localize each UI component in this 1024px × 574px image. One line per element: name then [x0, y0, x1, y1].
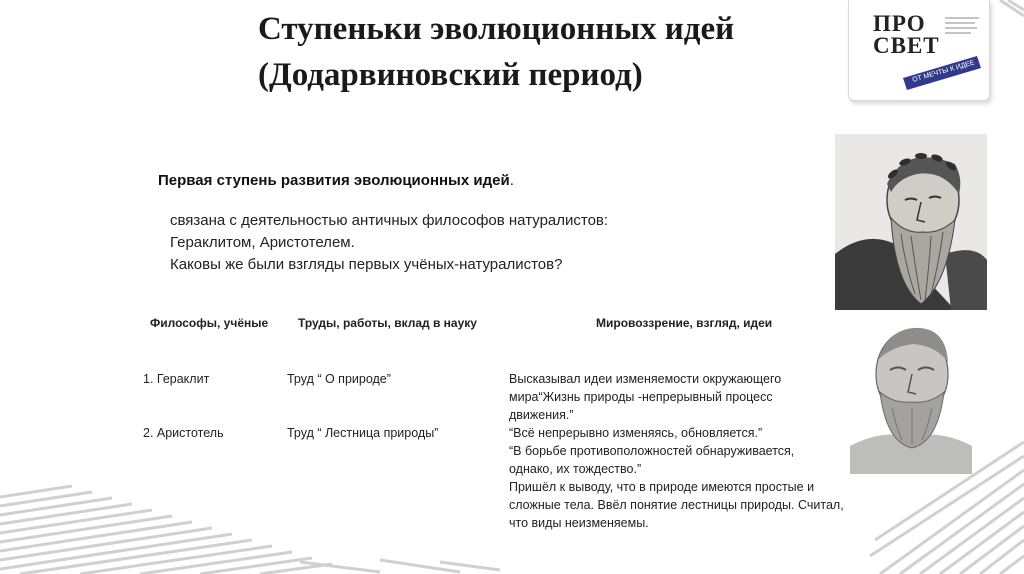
aristotle-bust-icon — [850, 318, 972, 474]
logo-ribbon-text: ОТ МЕЧТЫ К ИДЕЕ — [911, 59, 976, 84]
prosvet-logo — [848, 0, 990, 101]
aristotle-portrait — [850, 318, 972, 474]
intro-line: Гераклитом, Аристотелем. — [170, 234, 355, 251]
view-line: Высказывал идеи изменяемости окружающего — [509, 372, 782, 386]
slide-title — [258, 6, 878, 98]
section-subheading — [158, 172, 514, 189]
view-line: “Всё непрерывно изменяясь, обновляется.” — [509, 426, 763, 440]
subheading-period: . — [509, 172, 514, 189]
intro-paragraph — [170, 210, 608, 276]
row-1-name: 1. Гераклит — [143, 372, 210, 386]
view-line: “В борьбе противоположностей обнаруживается, — [509, 444, 795, 458]
title-line-1: Ступеньки эволюционных идей — [258, 11, 735, 47]
intro-line: Каковы же были взгляды первых учёных-натуралистов? — [170, 256, 563, 273]
column-header-worldview: Мировоззрение, взгляд, идеи — [596, 316, 773, 330]
column-header-philosophers: Философы, учёные — [150, 316, 269, 330]
view-line: движения.” — [509, 408, 574, 422]
title-line-2: (Додарвиновский период) — [258, 57, 643, 93]
heraclitus-portrait — [835, 134, 987, 310]
logo-word-2: СВЕТ — [873, 33, 940, 58]
subheading-text: Первая ступень развития эволюционных идей — [158, 172, 510, 189]
view-line: Пришёл к выводу, что в природе имеются простые и — [509, 480, 815, 494]
row-1-work: Труд “ О природе” — [287, 372, 391, 386]
view-line: что виды неизменяемы. — [509, 516, 649, 530]
logo-ribbon-icon — [899, 52, 983, 94]
view-line: мира“Жизнь природы -непрерывный процесс — [509, 390, 773, 404]
column-header-works: Труды, работы, вклад в науку — [298, 316, 477, 330]
logo-word-1: ПРО — [873, 11, 926, 36]
logo-fineprint-icon — [945, 14, 981, 42]
row-2-name: 2. Аристотель — [143, 426, 224, 440]
view-line: однако, их тождество.” — [509, 462, 642, 476]
worldview-text — [509, 370, 844, 532]
row-2-work: Труд “ Лестница природы” — [287, 426, 439, 440]
intro-line: связана с деятельностью античных философов натуралистов: — [170, 212, 609, 229]
view-line: сложные тела. Ввёл понятие лестницы природы. Считал, — [509, 498, 844, 512]
heraclitus-engraving-icon — [835, 134, 987, 310]
